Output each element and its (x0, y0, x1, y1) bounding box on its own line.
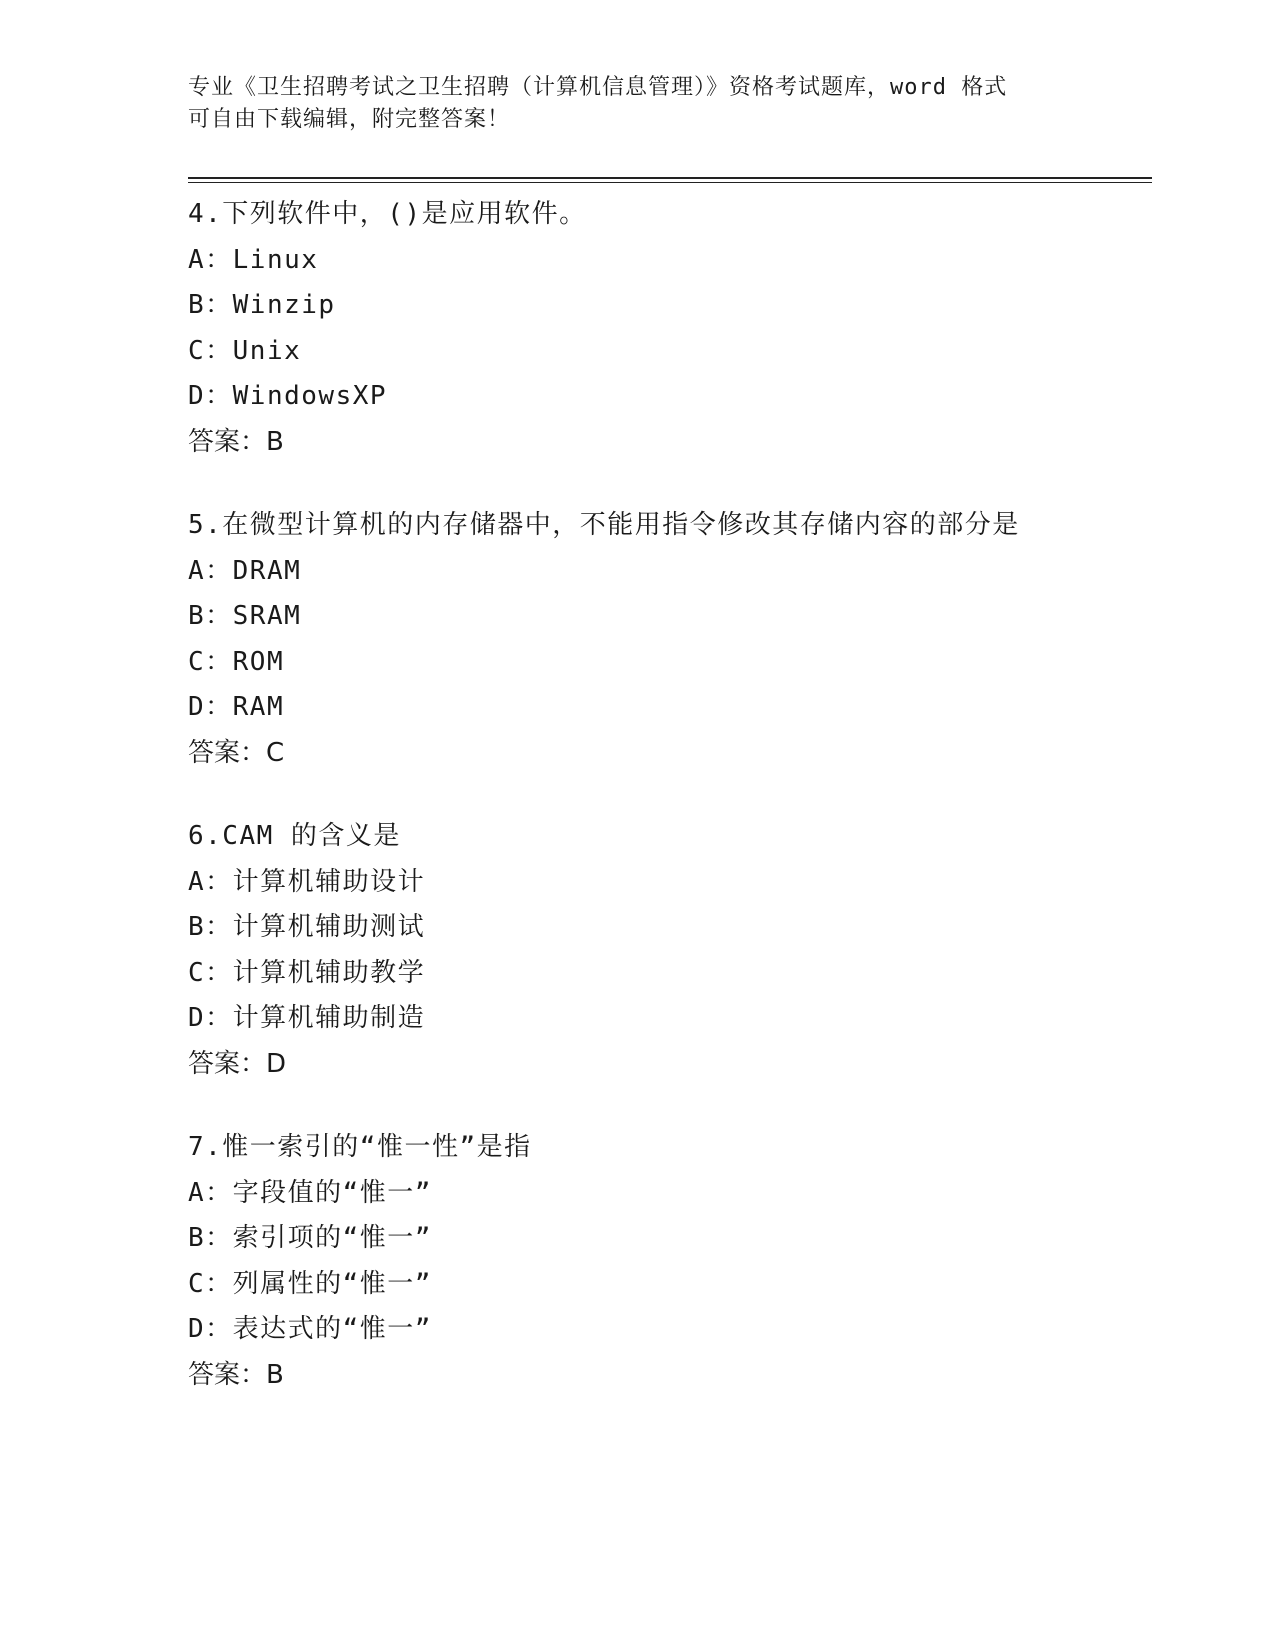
option-text: 索引项的“惟一” (232, 1223, 432, 1253)
option-d (188, 996, 1148, 1042)
option-key: A： (188, 1177, 233, 1208)
header-line-2: 可自由下载编辑，附完整答案！ (188, 107, 511, 132)
option-d (188, 685, 1148, 731)
option-text: 计算机辅助测试 (232, 912, 426, 942)
option-text: Unix (232, 335, 302, 366)
question-stem: 7.惟一索引的“惟一性”是指 (188, 1132, 532, 1162)
answer-label: 答案：B (188, 426, 284, 457)
header-line-1: 专业《卫生招聘考试之卫生招聘（计算机信息管理）》资格考试题库，word 格式 (188, 75, 1008, 100)
option-key: C： (188, 335, 233, 366)
option-key: B： (188, 290, 233, 320)
option-c (188, 640, 1148, 686)
option-b (188, 905, 1148, 951)
option-text: ROM (232, 646, 285, 677)
option-key: C： (188, 957, 233, 988)
option-key: D： (188, 692, 233, 722)
header-divider (188, 177, 1152, 183)
option-c (188, 951, 1148, 997)
option-key: A： (188, 555, 233, 586)
option-text: WindowsXP (232, 381, 388, 411)
option-text: 计算机辅助教学 (232, 957, 426, 988)
option-a (188, 238, 1148, 284)
option-text: RAM (232, 692, 285, 722)
option-key: C： (188, 1268, 233, 1299)
option-a (188, 860, 1148, 906)
question-5 (188, 503, 1148, 776)
option-a (188, 1171, 1148, 1217)
option-key: D： (188, 1003, 233, 1033)
question-6 (188, 814, 1148, 1087)
question-4 (188, 192, 1148, 465)
option-d (188, 1307, 1148, 1353)
option-c (188, 1262, 1148, 1308)
option-b (188, 1216, 1148, 1262)
option-d (188, 374, 1148, 420)
option-text: DRAM (232, 555, 302, 586)
option-b (188, 594, 1148, 640)
option-key: C： (188, 646, 233, 677)
question-stem: 6.CAM 的含义是 (188, 821, 401, 851)
option-key: B： (188, 912, 233, 942)
question-7 (188, 1125, 1148, 1398)
answer-label: 答案：C (188, 737, 285, 768)
option-text: Winzip (232, 290, 336, 320)
option-key: A： (188, 866, 233, 897)
option-text: 表达式的“惟一” (232, 1314, 432, 1344)
page-header (188, 72, 1088, 136)
option-text: 计算机辅助制造 (232, 1003, 426, 1033)
option-key: D： (188, 1314, 233, 1344)
option-a (188, 549, 1148, 595)
option-text: SRAM (232, 601, 302, 631)
option-c (188, 329, 1148, 375)
option-key: B： (188, 1223, 233, 1253)
option-key: D： (188, 381, 233, 411)
question-list (188, 192, 1148, 1436)
answer-label: 答案：B (188, 1359, 284, 1390)
question-stem: 4.下列软件中，()是应用软件。 (188, 199, 587, 229)
option-text: 计算机辅助设计 (232, 866, 426, 897)
option-text: 字段值的“惟一” (232, 1177, 432, 1208)
option-text: Linux (232, 244, 319, 275)
answer-label: 答案：D (188, 1048, 287, 1079)
option-key: A： (188, 244, 233, 275)
option-b (188, 283, 1148, 329)
option-key: B： (188, 601, 233, 631)
question-stem: 5.在微型计算机的内存储器中，不能用指令修改其存储内容的部分是 (188, 510, 1020, 540)
option-text: 列属性的“惟一” (232, 1268, 432, 1299)
